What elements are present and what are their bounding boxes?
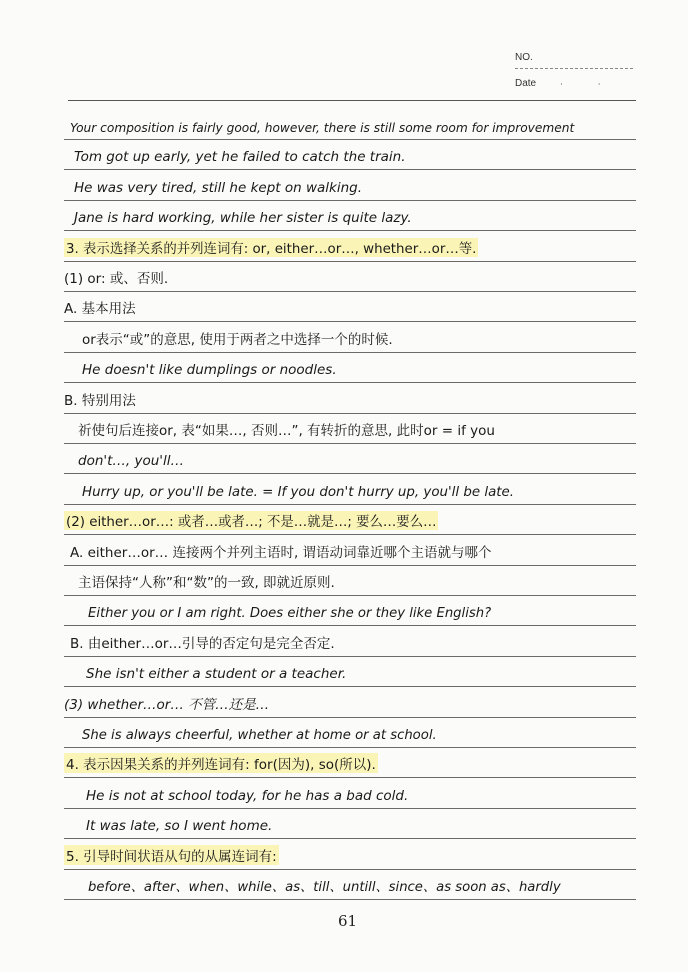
note-line-text: B. 由either…or…引导的否定句是完全否定.	[70, 635, 335, 652]
note-line	[64, 140, 636, 170]
note-line	[64, 353, 636, 383]
note-line	[64, 627, 636, 657]
note-line	[64, 110, 636, 140]
note-line	[64, 384, 636, 414]
note-line-text: don't…, you'll…	[78, 453, 184, 470]
note-line	[64, 718, 636, 748]
note-line	[64, 566, 636, 596]
note-line-text: A. 基本用法	[64, 301, 136, 318]
note-line	[64, 171, 636, 201]
note-line-text: She isn't either a student or a teacher.	[86, 666, 347, 683]
note-line	[64, 262, 636, 292]
note-line	[64, 292, 636, 322]
note-line-text: 4. 表示因果关系的并列连词有: for(因为), so(所以).	[64, 753, 378, 773]
date-marks: · ·	[560, 80, 617, 90]
note-line-text: Your composition is fairly good, however, there is still some room for improvement	[70, 121, 575, 135]
page-number: 61	[338, 912, 358, 930]
note-line-text: Hurry up, or you'll be late. = If you don't hurry up, you'll be late.	[82, 484, 515, 500]
note-line	[64, 779, 636, 809]
note-line	[64, 414, 636, 444]
note-line	[64, 840, 636, 870]
note-line-text: He is not at school today, for he has a bad cold.	[86, 787, 409, 804]
note-line	[64, 505, 636, 535]
note-line	[64, 748, 636, 778]
note-line	[64, 201, 636, 231]
note-line	[64, 809, 636, 839]
note-line	[64, 444, 636, 474]
note-line-text: He was very tired, still he kept on walking.	[74, 179, 363, 196]
note-line-text: Either you or I am right. Does either she or they like English?	[88, 606, 492, 622]
note-line-text: 祈使句后连接or, 表“如果…, 否则…”, 有转折的意思, 此时or = if you	[78, 423, 495, 439]
note-line-text: 3. 表示选择关系的并列连词有: or, either…or…, whether…or…等.	[64, 238, 478, 257]
note-line	[64, 688, 636, 718]
note-line-text: before、after、when、while、as、till、untill、since、as soon as、hardly	[88, 880, 561, 895]
note-line-text: (2) either…or…: 或者…或者…; 不是…就是…; 要么…要么…	[64, 511, 438, 530]
note-line	[64, 323, 636, 353]
note-line	[64, 536, 636, 566]
note-line-text: He doesn't like dumplings or noodles.	[82, 362, 337, 379]
date-label: Date	[515, 78, 537, 89]
note-line-text: She is always cheerful, whether at home or at school.	[82, 728, 437, 743]
note-line-text: 主语保持“人称”和“数”的一致, 即就近原则.	[78, 575, 335, 591]
note-line-text: (3) whether…or… 不管…还是…	[64, 696, 270, 713]
note-line-text: B. 特别用法	[64, 392, 136, 409]
no-label: NO.	[515, 52, 533, 63]
note-line-text: Tom got up early, yet he failed to catch the train.	[74, 149, 406, 166]
note-line	[64, 232, 636, 262]
note-line-text: It was late, so I went home.	[86, 818, 273, 835]
note-line	[64, 657, 636, 687]
note-line	[64, 475, 636, 505]
note-line-text: 5. 引导时间状语从句的从属连词有:	[64, 845, 279, 865]
note-line-text: (1) or: 或、否则.	[64, 271, 169, 287]
note-line	[64, 870, 636, 900]
note-line	[64, 596, 636, 626]
note-line-text: A. either…or… 连接两个并列主语时, 谓语动词靠近哪个主语就与哪个	[70, 544, 492, 561]
note-line-text: Jane is hard working, while her sister is quite lazy.	[74, 210, 412, 227]
note-line-text: or表示“或”的意思, 使用于两者之中选择一个的时候.	[82, 331, 393, 348]
